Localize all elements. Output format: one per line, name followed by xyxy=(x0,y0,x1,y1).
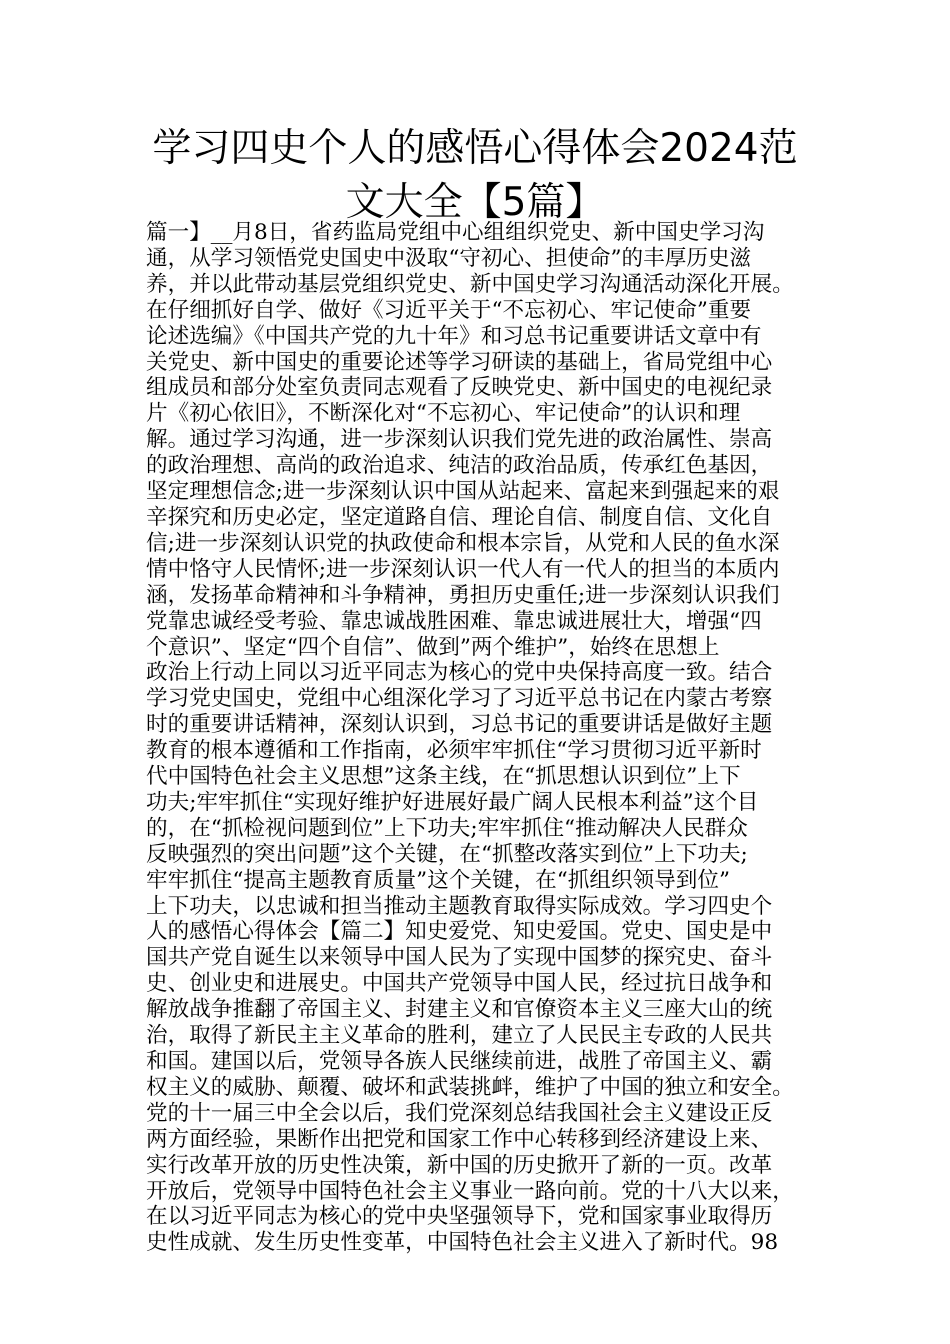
body-text-line: 权主义的威胁、颠覆、破坏和武装挑衅，维护了中国的独立和安全。 xyxy=(146,1074,794,1100)
body-text-line: 坚定理想信念;进一步深刻认识中国从站起来、富起来到强起来的艰 xyxy=(146,479,780,505)
body-text-line: 涵，发扬革命精神和斗争精神，勇担历史重任;进一步深刻认识我们 xyxy=(146,582,780,608)
body-text-line: 解放战争推翻了帝国主义、封建主义和官僚资本主义三座大山的统 xyxy=(146,997,773,1023)
body-text-line: 个意识”、坚定“四个自信”、做到”两个维护”，始终在思想上 xyxy=(146,634,720,660)
body-text-line: 牢牢抓住“提高主题教育质量”这个关键，在“抓组织领导到位” xyxy=(146,867,731,893)
body-text-line: 关党史、新中国史的重要论述等学习研读的基础上，省局党组中心 xyxy=(146,349,773,375)
body-text-line: 通，从学习领悟党史国史中汲取“守初心、担使命”的丰厚历史滋 xyxy=(146,245,752,271)
body-text-line: 的，在“抓检视问题到位”上下功夫;牢牢抓住“推动解决人民群众 xyxy=(146,815,748,841)
body-text-line: 开放后，党领导中国特色社会主义事业一路向前。党的十八大以来， xyxy=(146,1178,794,1204)
body-text-line: 论述选编》《中国共产党的九十年》和习总书记重要讲话文章中有 xyxy=(146,323,762,349)
body-text-line: 时的重要讲话精神，深刻认识到，习总书记的重要讲话是做好主题 xyxy=(146,712,773,738)
body-text-line: 的政治理想、高尚的政治追求、纯洁的政治品质，传承红色基因， xyxy=(146,453,773,479)
body-text-line: 情中恪守人民情怀;进一步深刻认识一代人有一代人的担当的本质内 xyxy=(146,556,780,582)
body-text-line: 国共产党自诞生以来领导中国人民为了实现中国梦的探究史、奋斗 xyxy=(146,945,773,971)
document-body xyxy=(146,220,836,1256)
body-text-line: 在以习近平同志为核心的党中央坚强领导下，党和国家事业取得历 xyxy=(146,1204,773,1230)
body-text-line: 两方面经验，果断作出把党和国家工作中心转移到经济建设上来、 xyxy=(146,1126,773,1152)
body-text-line: 组成员和部分处室负责同志观看了反映党史、新中国史的电视纪录 xyxy=(146,375,773,401)
body-text-line: 辛探究和历史必定，坚定道路自信、理论自信、制度自信、文化自 xyxy=(146,504,773,530)
body-text-line: 史、创业史和进展史。中国共产党领导中国人民，经过抗日战争和 xyxy=(146,971,773,997)
body-text-line: 信;进一步深刻认识党的执政使命和根本宗旨，从党和人民的鱼水深 xyxy=(146,530,780,556)
body-text-line: 片《初心依旧》，不断深化对“不忘初心、牢记使命”的认识和理 xyxy=(146,401,741,427)
body-text-line: 人的感悟心得体会【篇二】知史爱党、知史爱国。党史、国史是中 xyxy=(146,919,773,945)
body-text-line: 和国。建国以后，党领导各族人民继续前进，战胜了帝国主义、霸 xyxy=(146,1049,773,1074)
body-text-line: 学习党史国史，党组中心组深化学习了习近平总书记在内蒙古考察 xyxy=(146,686,773,712)
document-title xyxy=(100,122,850,230)
title-line: 文大全【5篇】 xyxy=(345,180,605,225)
body-text-line: 功夫;牢牢抓住“实现好维护好进展好最广阔人民根本利益”这个目 xyxy=(146,789,759,815)
body-text-line: 上下功夫，以忠诚和担当推动主题教育取得实际成效。学习四史个 xyxy=(146,893,773,919)
body-text-line: 篇一】__月8日，省药监局党组中心组组织党史、新中国史学习沟 xyxy=(146,220,765,245)
body-text-line: 解。通过学习沟通，进一步深刻认识我们党先进的政治属性、崇高 xyxy=(146,427,773,453)
body-text-line: 党靠忠诚经受考验、靠忠诚战胜困难、靠忠诚进展壮大，增强“四 xyxy=(146,608,762,634)
body-text-line: 实行改革开放的历史性决策，新中国的历史掀开了新的一页。改革 xyxy=(146,1152,773,1178)
body-text-line: 养，并以此带动基层党组织党史、新中国史学习沟通活动深化开展。 xyxy=(146,271,794,297)
body-text-line: 反映强烈的突出问题”这个关键，在“抓整改落实到位”上下功夫; xyxy=(146,841,748,867)
body-text-line: 政治上行动上同以习近平同志为核心的党中央保持高度一致。结合 xyxy=(146,660,773,686)
body-text-line: 代中国特色社会主义思想”这条主线，在“抓思想认识到位”上下 xyxy=(146,764,741,790)
body-text-line: 在仔细抓好自学、做好《习近平关于“不忘初心、牢记使命”重要 xyxy=(146,297,752,323)
body-text-line: 教育的根本遵循和工作指南，必须牢牢抓住“学习贯彻习近平新时 xyxy=(146,738,762,764)
body-text-line: 党的十一届三中全会以后，我们党深刻总结我国社会主义建设正反 xyxy=(146,1100,773,1126)
body-text-line: 治，取得了新民主主义革命的胜利，建立了人民民主专政的人民共 xyxy=(146,1023,773,1049)
title-line: 学习四史个人的感悟心得体会2024范 xyxy=(152,126,798,171)
body-text-line: 史性成就、发生历史性变革，中国特色社会主义进入了新时代。98 xyxy=(146,1230,779,1256)
